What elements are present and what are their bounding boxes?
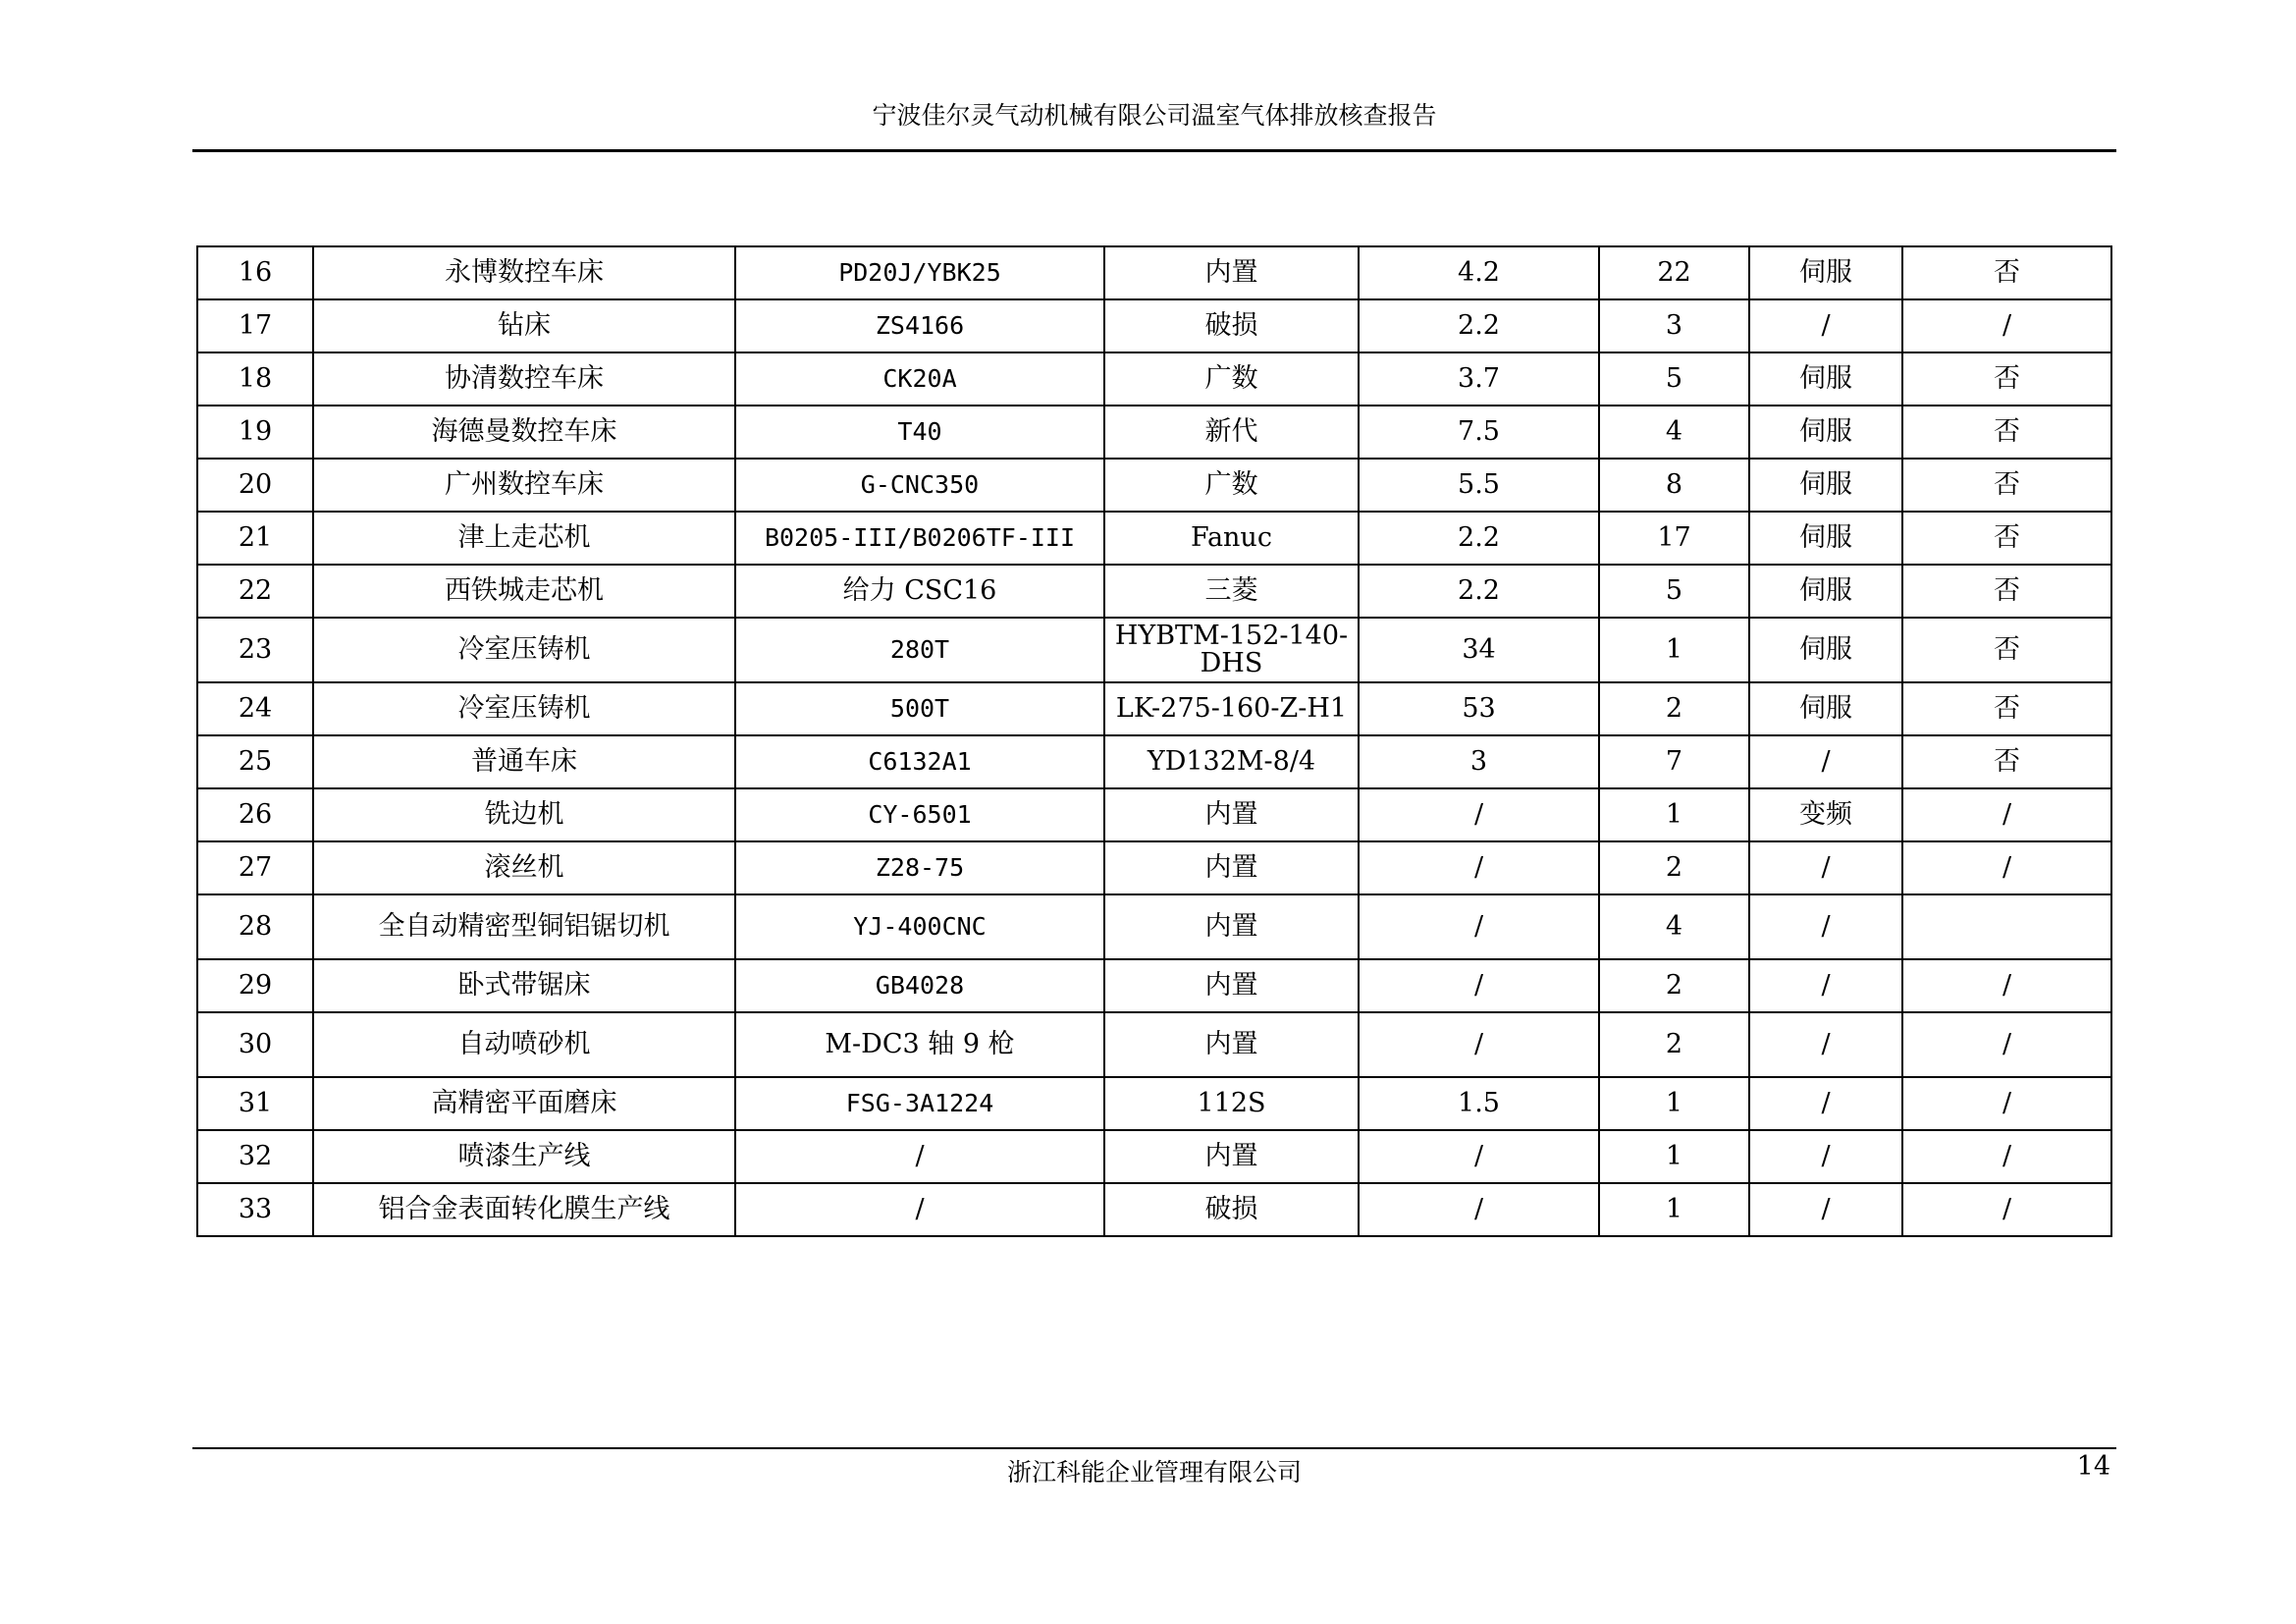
drive-type-cell: 伺服 — [1749, 246, 1902, 299]
model-cell: 280T — [735, 618, 1104, 682]
quantity-cell: 1 — [1599, 1077, 1749, 1130]
controller-cell: 内置 — [1104, 894, 1359, 959]
power-cell: 7.5 — [1359, 406, 1599, 459]
controller-cell: 内置 — [1104, 246, 1359, 299]
equipment-table-body — [197, 246, 2111, 1236]
eliminated-cell: / — [1902, 299, 2111, 352]
controller-cell: 内置 — [1104, 1130, 1359, 1183]
equipment-name-cell: 普通车床 — [313, 735, 735, 788]
controller-cell: Fanuc — [1104, 512, 1359, 565]
row-number-cell: 21 — [197, 512, 313, 565]
quantity-cell: 2 — [1599, 841, 1749, 894]
row-number-cell: 18 — [197, 352, 313, 406]
controller-cell: 内置 — [1104, 788, 1359, 841]
page-header-title: 宁波佳尔灵气动机械有限公司温室气体排放核查报告 — [872, 101, 1437, 130]
controller-cell: 新代 — [1104, 406, 1359, 459]
drive-type-cell: / — [1749, 735, 1902, 788]
controller-cell: 广数 — [1104, 459, 1359, 512]
eliminated-cell: / — [1902, 1130, 2111, 1183]
controller-cell: 内置 — [1104, 841, 1359, 894]
equipment-name-cell: 喷漆生产线 — [313, 1130, 735, 1183]
table-row — [197, 352, 2111, 406]
table-row — [197, 788, 2111, 841]
drive-type-cell: / — [1749, 841, 1902, 894]
page-number: 14 — [2076, 1451, 2110, 1482]
drive-type-cell: / — [1749, 1077, 1902, 1130]
power-cell: 34 — [1359, 618, 1599, 682]
eliminated-cell: 否 — [1902, 735, 2111, 788]
model-cell: 给力 CSC16 — [735, 565, 1104, 618]
power-cell: 1.5 — [1359, 1077, 1599, 1130]
power-cell: 2.2 — [1359, 565, 1599, 618]
drive-type-cell: / — [1749, 1183, 1902, 1236]
quantity-cell: 22 — [1599, 246, 1749, 299]
table-row — [197, 299, 2111, 352]
model-cell: FSG-3A1224 — [735, 1077, 1104, 1130]
table-row — [197, 959, 2111, 1012]
row-number-cell: 27 — [197, 841, 313, 894]
model-cell: T40 — [735, 406, 1104, 459]
power-cell: / — [1359, 788, 1599, 841]
power-cell: 5.5 — [1359, 459, 1599, 512]
row-number-cell: 32 — [197, 1130, 313, 1183]
table-row — [197, 682, 2111, 735]
table-row — [197, 1077, 2111, 1130]
power-cell: / — [1359, 1130, 1599, 1183]
quantity-cell: 5 — [1599, 565, 1749, 618]
drive-type-cell: 伺服 — [1749, 512, 1902, 565]
row-number-cell: 25 — [197, 735, 313, 788]
equipment-name-cell: 全自动精密型铜铝锯切机 — [313, 894, 735, 959]
drive-type-cell: 伺服 — [1749, 352, 1902, 406]
row-number-cell: 24 — [197, 682, 313, 735]
controller-cell: YD132M-8/4 — [1104, 735, 1359, 788]
eliminated-cell: / — [1902, 1077, 2111, 1130]
power-cell: 2.2 — [1359, 512, 1599, 565]
quantity-cell: 4 — [1599, 894, 1749, 959]
controller-cell: 内置 — [1104, 959, 1359, 1012]
equipment-name-cell: 广州数控车床 — [313, 459, 735, 512]
row-number-cell: 31 — [197, 1077, 313, 1130]
model-cell: CY-6501 — [735, 788, 1104, 841]
model-cell: PD20J/YBK25 — [735, 246, 1104, 299]
table-row — [197, 1130, 2111, 1183]
controller-cell: LK-275-160-Z-H1 — [1104, 682, 1359, 735]
controller-cell: 破损 — [1104, 299, 1359, 352]
quantity-cell: 1 — [1599, 788, 1749, 841]
controller-cell: 三菱 — [1104, 565, 1359, 618]
table-row — [197, 841, 2111, 894]
equipment-name-cell: 铝合金表面转化膜生产线 — [313, 1183, 735, 1236]
table-row — [197, 1012, 2111, 1077]
table-row — [197, 565, 2111, 618]
drive-type-cell: 伺服 — [1749, 565, 1902, 618]
model-cell: B0205-III/B0206TF-III — [735, 512, 1104, 565]
eliminated-cell: 否 — [1902, 459, 2111, 512]
quantity-cell: 2 — [1599, 682, 1749, 735]
eliminated-cell: 否 — [1902, 512, 2111, 565]
table-row — [197, 246, 2111, 299]
equipment-name-cell: 冷室压铸机 — [313, 682, 735, 735]
drive-type-cell: 伺服 — [1749, 406, 1902, 459]
eliminated-cell — [1902, 894, 2111, 959]
drive-type-cell: / — [1749, 894, 1902, 959]
equipment-name-cell: 西铁城走芯机 — [313, 565, 735, 618]
power-cell: 4.2 — [1359, 246, 1599, 299]
controller-cell: 112S — [1104, 1077, 1359, 1130]
model-cell: Z28-75 — [735, 841, 1104, 894]
controller-cell: 广数 — [1104, 352, 1359, 406]
model-cell: C6132A1 — [735, 735, 1104, 788]
row-number-cell: 29 — [197, 959, 313, 1012]
eliminated-cell: 否 — [1902, 406, 2111, 459]
equipment-name-cell: 永博数控车床 — [313, 246, 735, 299]
quantity-cell: 2 — [1599, 1012, 1749, 1077]
power-cell: 53 — [1359, 682, 1599, 735]
power-cell: 2.2 — [1359, 299, 1599, 352]
eliminated-cell: / — [1902, 841, 2111, 894]
eliminated-cell: 否 — [1902, 565, 2111, 618]
model-cell: ZS4166 — [735, 299, 1104, 352]
eliminated-cell: / — [1902, 1012, 2111, 1077]
model-cell: M-DC3 轴 9 枪 — [735, 1012, 1104, 1077]
drive-type-cell: 伺服 — [1749, 618, 1902, 682]
table-row — [197, 618, 2111, 682]
equipment-name-cell: 海德曼数控车床 — [313, 406, 735, 459]
row-number-cell: 33 — [197, 1183, 313, 1236]
model-cell: / — [735, 1130, 1104, 1183]
model-cell: CK20A — [735, 352, 1104, 406]
table-row — [197, 735, 2111, 788]
equipment-name-cell: 津上走芯机 — [313, 512, 735, 565]
drive-type-cell: / — [1749, 1130, 1902, 1183]
equipment-name-cell: 高精密平面磨床 — [313, 1077, 735, 1130]
model-cell: GB4028 — [735, 959, 1104, 1012]
table-row — [197, 1183, 2111, 1236]
power-cell: / — [1359, 1012, 1599, 1077]
power-cell: 3.7 — [1359, 352, 1599, 406]
quantity-cell: 4 — [1599, 406, 1749, 459]
eliminated-cell: 否 — [1902, 682, 2111, 735]
eliminated-cell: / — [1902, 959, 2111, 1012]
eliminated-cell: 否 — [1902, 618, 2111, 682]
drive-type-cell: / — [1749, 1012, 1902, 1077]
quantity-cell: 1 — [1599, 1183, 1749, 1236]
quantity-cell: 5 — [1599, 352, 1749, 406]
controller-cell: 破损 — [1104, 1183, 1359, 1236]
row-number-cell: 20 — [197, 459, 313, 512]
eliminated-cell: 否 — [1902, 352, 2111, 406]
row-number-cell: 26 — [197, 788, 313, 841]
equipment-name-cell: 协清数控车床 — [313, 352, 735, 406]
footer-divider — [192, 1447, 2116, 1449]
power-cell: / — [1359, 1183, 1599, 1236]
row-number-cell: 30 — [197, 1012, 313, 1077]
drive-type-cell: 变频 — [1749, 788, 1902, 841]
row-number-cell: 23 — [197, 618, 313, 682]
eliminated-cell: 否 — [1902, 246, 2111, 299]
power-cell: / — [1359, 841, 1599, 894]
quantity-cell: 1 — [1599, 618, 1749, 682]
row-number-cell: 28 — [197, 894, 313, 959]
model-cell: 500T — [735, 682, 1104, 735]
quantity-cell: 17 — [1599, 512, 1749, 565]
quantity-cell: 3 — [1599, 299, 1749, 352]
quantity-cell: 8 — [1599, 459, 1749, 512]
header-divider — [192, 149, 2116, 152]
equipment-name-cell: 铣边机 — [313, 788, 735, 841]
row-number-cell: 22 — [197, 565, 313, 618]
equipment-name-cell: 卧式带锯床 — [313, 959, 735, 1012]
table-row — [197, 512, 2111, 565]
drive-type-cell: / — [1749, 959, 1902, 1012]
row-number-cell: 17 — [197, 299, 313, 352]
power-cell: / — [1359, 959, 1599, 1012]
eliminated-cell: / — [1902, 1183, 2111, 1236]
equipment-name-cell: 冷室压铸机 — [313, 618, 735, 682]
drive-type-cell: 伺服 — [1749, 459, 1902, 512]
equipment-name-cell: 钻床 — [313, 299, 735, 352]
eliminated-cell: / — [1902, 788, 2111, 841]
footer-company: 浙江科能企业管理有限公司 — [1006, 1458, 1302, 1487]
row-number-cell: 19 — [197, 406, 313, 459]
table-row — [197, 406, 2111, 459]
equipment-name-cell: 滚丝机 — [313, 841, 735, 894]
model-cell: G-CNC350 — [735, 459, 1104, 512]
table-row — [197, 894, 2111, 959]
equipment-table — [196, 245, 2112, 1237]
quantity-cell: 1 — [1599, 1130, 1749, 1183]
quantity-cell: 2 — [1599, 959, 1749, 1012]
drive-type-cell: / — [1749, 299, 1902, 352]
model-cell: YJ-400CNC — [735, 894, 1104, 959]
model-cell: / — [735, 1183, 1104, 1236]
table-row — [197, 459, 2111, 512]
power-cell: 3 — [1359, 735, 1599, 788]
controller-cell: HYBTM-152-140-DHS — [1104, 618, 1359, 682]
quantity-cell: 7 — [1599, 735, 1749, 788]
drive-type-cell: 伺服 — [1749, 682, 1902, 735]
controller-cell: 内置 — [1104, 1012, 1359, 1077]
power-cell: / — [1359, 894, 1599, 959]
equipment-name-cell: 自动喷砂机 — [313, 1012, 735, 1077]
row-number-cell: 16 — [197, 246, 313, 299]
